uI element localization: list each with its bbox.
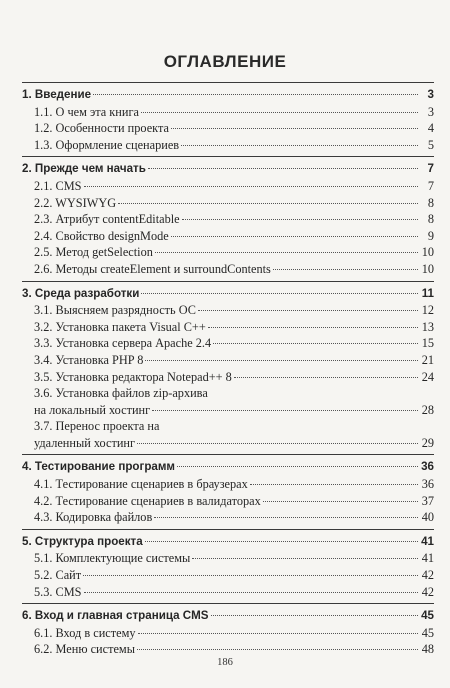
dot-leader [234,377,418,378]
section-entry [22,335,434,352]
dot-leader [138,633,418,634]
chapter-page: 45 [421,609,434,623]
toc-chapter [22,281,434,455]
section-page: 42 [421,568,434,583]
toc-chapter [22,156,434,280]
section-title: 5.3. CMS [34,584,82,599]
dot-leader [171,128,418,129]
section-title: 5.2. Сайт [34,568,82,583]
section-entry [22,509,434,526]
section-entry [22,625,434,642]
chapter-entry [22,608,434,625]
section-page: 28 [421,402,434,417]
section-entry [22,550,434,567]
section-entry [22,476,434,493]
page-title: ОГЛАВЛЕНИЕ [163,52,287,71]
section-title: 1.2. Особенности проекта [34,121,169,136]
dot-leader [155,252,418,253]
toc-chapter [22,82,434,156]
section-page: 5 [427,137,434,152]
section-page: 8 [427,195,434,210]
dot-leader [141,112,418,113]
section-entry [22,120,434,137]
section-page: 24 [421,369,434,384]
chapter-title: 3. Среда разработки [22,286,140,300]
dot-leader [211,615,418,616]
dot-leader [250,484,418,485]
section-page: 36 [421,477,434,492]
section-entry [22,385,434,402]
section-page: 41 [421,551,434,566]
dot-leader [118,203,418,204]
dot-leader [93,94,418,95]
dot-leader [273,269,418,270]
dot-leader [198,310,418,311]
chapter-title: 2. Прежде чем начать [22,162,146,176]
section-entry [22,493,434,510]
dot-leader [177,466,418,467]
section-entry [22,178,434,195]
section-title-continued: на локальный хостинг [34,402,151,417]
section-page: 9 [427,228,434,243]
dot-leader [145,360,418,361]
dot-leader [208,327,418,328]
toc-chapter [22,454,434,528]
section-title-continued: удаленный хостинг [34,435,136,450]
dot-leader [84,186,419,187]
section-entry [22,244,434,261]
chapter-entry [22,534,434,551]
dot-leader [154,517,418,518]
chapter-page: 36 [421,460,434,474]
section-title: 3.7. Перенос проекта на [34,419,160,434]
dot-leader [182,219,418,220]
section-page: 29 [421,435,434,450]
dot-leader [137,443,418,444]
section-title: 2.4. Свойство designMode [34,228,169,243]
dot-leader [181,145,418,146]
dot-leader [213,343,418,344]
section-entry [22,352,434,369]
section-title: 4.2. Тестирование сценариев в валидаторах [34,493,261,508]
section-page: 7 [427,178,434,193]
section-page: 10 [421,245,434,260]
section-title: 2.6. Методы createElement и surroundContents [34,261,271,276]
section-page: 12 [421,303,434,318]
section-title: 3.2. Установка пакета Visual C++ [34,319,206,334]
dot-leader [263,501,418,502]
section-entry-continued [22,402,434,419]
section-page: 48 [421,642,434,657]
section-page: 45 [421,625,434,640]
dot-leader [171,236,418,237]
section-page: 37 [421,493,434,508]
section-entry [22,567,434,584]
section-entry [22,228,434,245]
section-page: 10 [421,261,434,276]
dot-leader [137,649,418,650]
section-entry [22,369,434,386]
section-title: 3.3. Установка сервера Apache 2.4 [34,336,212,351]
section-entry [22,418,434,435]
section-page: 13 [421,319,434,334]
section-title: 1.1. О чем эта книга [34,104,139,119]
chapter-entry [22,286,434,303]
page-number: 186 [217,657,233,668]
chapter-title: 4. Тестирование программ [22,460,176,474]
section-entry [22,302,434,319]
dot-leader [152,410,418,411]
toc-chapter [22,603,434,661]
chapter-page: 7 [427,162,434,176]
chapter-page: 41 [421,534,434,548]
section-title: 6.1. Вход в систему [34,625,136,640]
dot-leader [141,293,418,294]
section-entry-continued [22,435,434,452]
section-title: 4.3. Кодировка файлов [34,510,153,525]
section-title: 3.5. Установка редактора Notepad++ 8 [34,369,232,384]
section-title: 2.5. Метод getSelection [34,245,153,260]
section-entry [22,104,434,121]
section-page: 21 [421,352,434,367]
section-entry [22,195,434,212]
section-entry [22,584,434,601]
dot-leader [192,558,418,559]
chapter-page: 3 [427,88,434,101]
toc-chapter [22,529,434,603]
section-page: 15 [421,336,434,351]
section-title: 6.2. Меню системы [34,642,135,657]
section-title: 1.3. Оформление сценариев [34,137,180,152]
section-entry [22,211,434,228]
section-page: 8 [427,212,434,227]
section-title: 4.1. Тестирование сценариев в браузерах [34,477,248,492]
section-page: 4 [427,121,434,136]
dot-leader [145,541,418,542]
section-entry [22,261,434,278]
section-entry [22,137,434,154]
section-title: 2.3. Атрибут contentEditable [34,212,180,227]
chapter-title: 5. Структура проекта [22,534,143,548]
section-entry [22,319,434,336]
chapter-entry [22,87,434,104]
chapter-entry [22,459,434,476]
dot-leader [84,592,419,593]
chapter-entry [22,161,434,178]
dot-leader [148,168,418,169]
dot-leader [83,575,418,576]
section-title: 3.1. Выясняем разрядность ОС [34,303,196,318]
section-title: 2.1. CMS [34,178,82,193]
section-entry [22,641,434,658]
chapter-page: 11 [421,286,434,300]
section-title: 2.2. WYSIWYG [34,195,117,210]
chapter-title: 1. Введение [22,88,92,101]
section-page: 42 [421,584,434,599]
section-title: 3.6. Установка файлов zip-архива [34,386,208,401]
section-title: 3.4. Установка PHP 8 [34,352,144,367]
chapter-title: 6. Вход и главная страница CMS [22,609,209,623]
table-of-contents [22,82,434,661]
section-page: 3 [427,104,434,119]
section-page: 40 [421,510,434,525]
section-title: 5.1. Комплектующие системы [34,551,191,566]
